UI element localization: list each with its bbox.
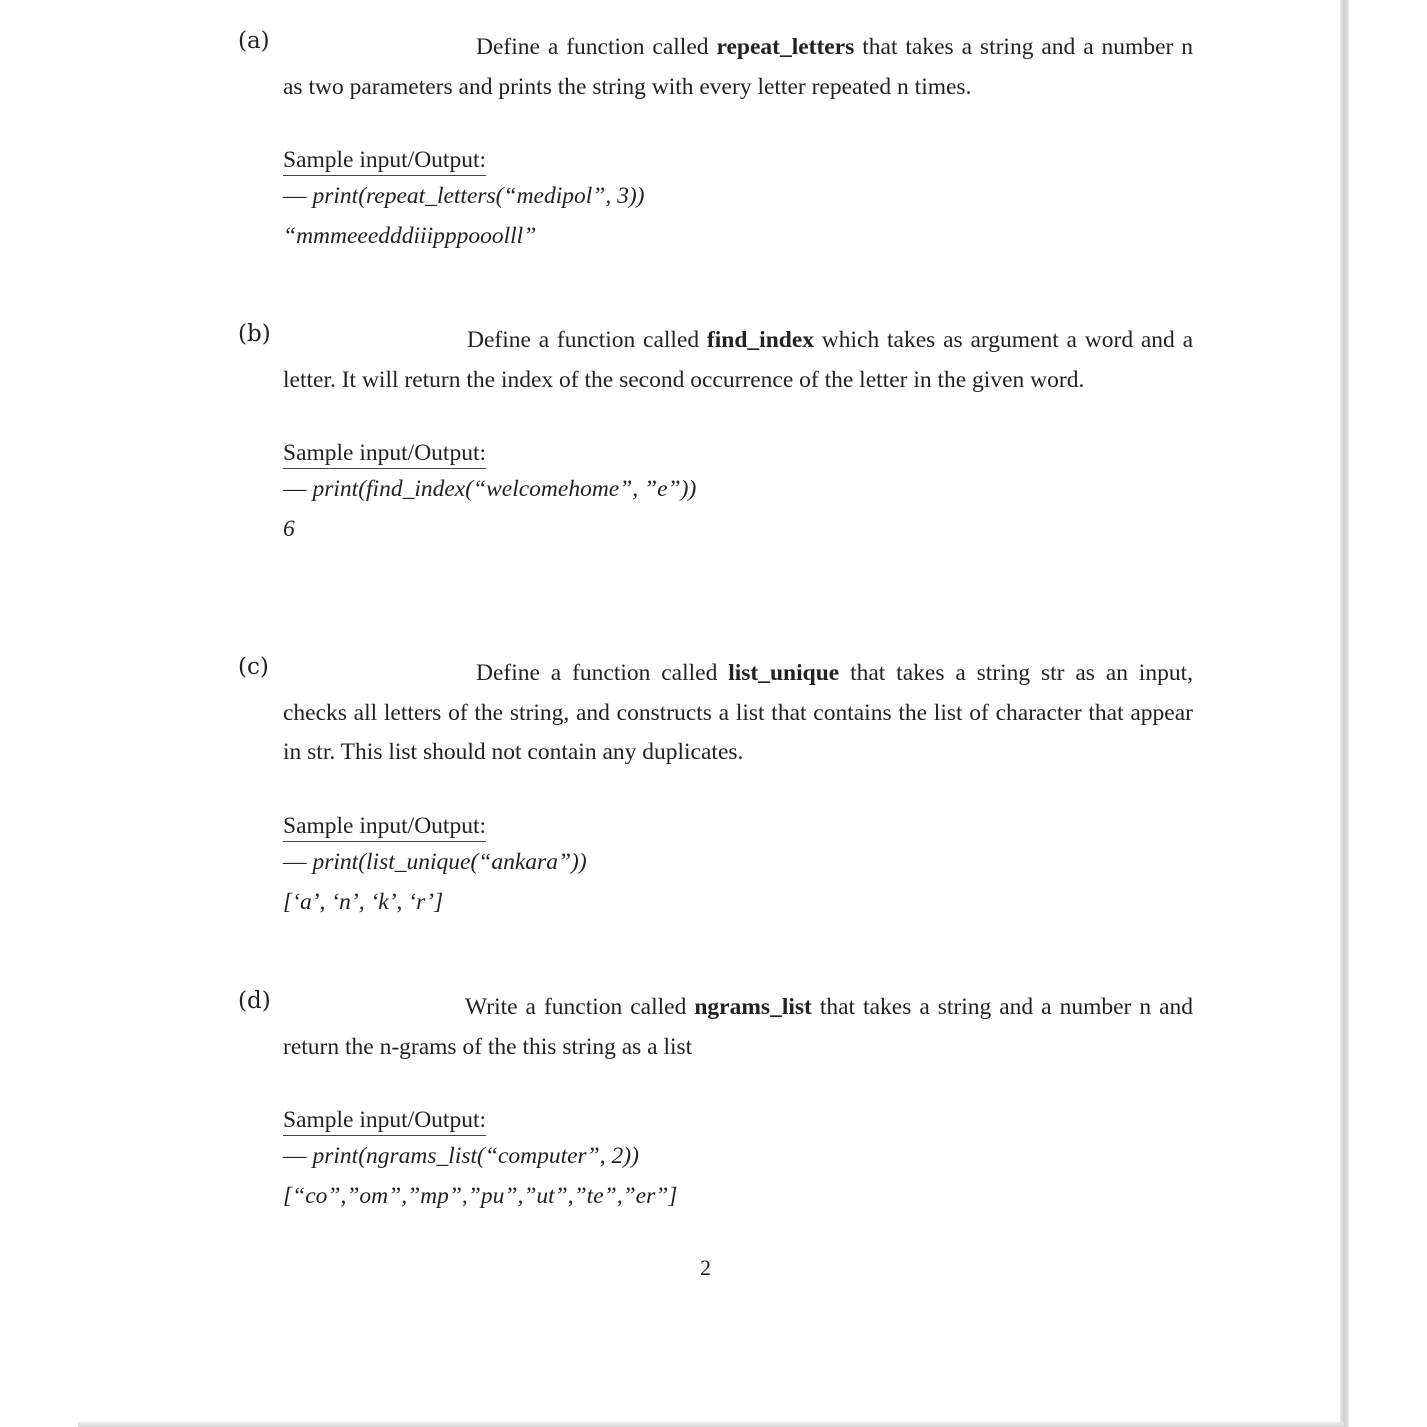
dash: —	[283, 848, 307, 875]
sample-block	[283, 439, 1193, 549]
problem-a	[238, 28, 1193, 256]
dash: —	[283, 476, 307, 502]
description-text: Define a function called	[467, 327, 707, 353]
input-code: print(repeat_letters(“medipol”, 3))	[312, 183, 645, 209]
sample-title: Sample input/Output:	[283, 1106, 486, 1136]
problem-label: (c)	[238, 654, 269, 680]
description-text: that takes a string str as an input, checks all letters of the string, and constructs a list that contains the list of character that appear in str. This list should not contain any duplicates.	[283, 660, 1193, 765]
problem-description	[283, 654, 1193, 773]
problem-label: (b)	[238, 321, 271, 347]
input-code: print(list_unique(“ankara”))	[312, 848, 587, 875]
dash: —	[283, 183, 307, 209]
sample-block	[283, 1106, 1193, 1216]
dash: —	[283, 1143, 307, 1169]
sample-output: [‘a’, ‘n’, ‘k’, ‘r’]	[283, 888, 444, 915]
problem-description	[283, 321, 1193, 400]
problem-description	[283, 28, 1193, 107]
page-edge-right	[1340, 0, 1349, 1427]
sample-input	[283, 1136, 1193, 1176]
problem-label: (a)	[238, 28, 270, 54]
function-name: list_unique	[728, 660, 840, 686]
problem-d	[238, 988, 1193, 1216]
problem-b	[238, 321, 1193, 549]
sample-block	[283, 146, 1193, 256]
sample-block	[283, 812, 1193, 922]
sample-title: Sample input/Output:	[283, 439, 486, 469]
function-name: find_index	[706, 327, 815, 353]
sample-output: 6	[283, 516, 295, 542]
sample-title: Sample input/Output:	[283, 812, 486, 842]
problem-label: (d)	[238, 988, 271, 1014]
description-text: Define a function called	[476, 34, 717, 60]
description-text: that takes a string and a number n as two parameters and prints the string with every letter repeated n times.	[283, 34, 1193, 100]
function-name: repeat_letters	[716, 34, 855, 60]
function-name: ngrams_list	[694, 994, 812, 1020]
sample-input	[283, 842, 1193, 882]
description-text: Define a function called	[476, 660, 729, 686]
problem-description	[283, 988, 1193, 1067]
description-text: that takes a string and a number n and return the n-grams of the this string as a list	[283, 994, 1194, 1060]
page-number: 2	[700, 1255, 711, 1280]
input-code: print(find_index(“welcomehome”, ”e”))	[312, 476, 697, 502]
description-text: which takes as argument a word and a letter. It will return the index of the second occurrence of the letter in the given word.	[283, 327, 1193, 393]
sample-output: [“co”,”om”,”mp”,”pu”,”ut”,”te”,”er”]	[283, 1183, 678, 1209]
description-text: Write a function called	[465, 994, 695, 1020]
sample-input	[283, 469, 1193, 509]
problem-c	[238, 654, 1193, 922]
sample-input	[283, 176, 1193, 216]
page-edge-bottom	[78, 1422, 1344, 1427]
sample-output: “mmmeeedddiiipppooolll”	[283, 223, 537, 249]
input-code: print(ngrams_list(“computer”, 2))	[312, 1143, 639, 1169]
sample-title: Sample input/Output:	[283, 146, 486, 176]
